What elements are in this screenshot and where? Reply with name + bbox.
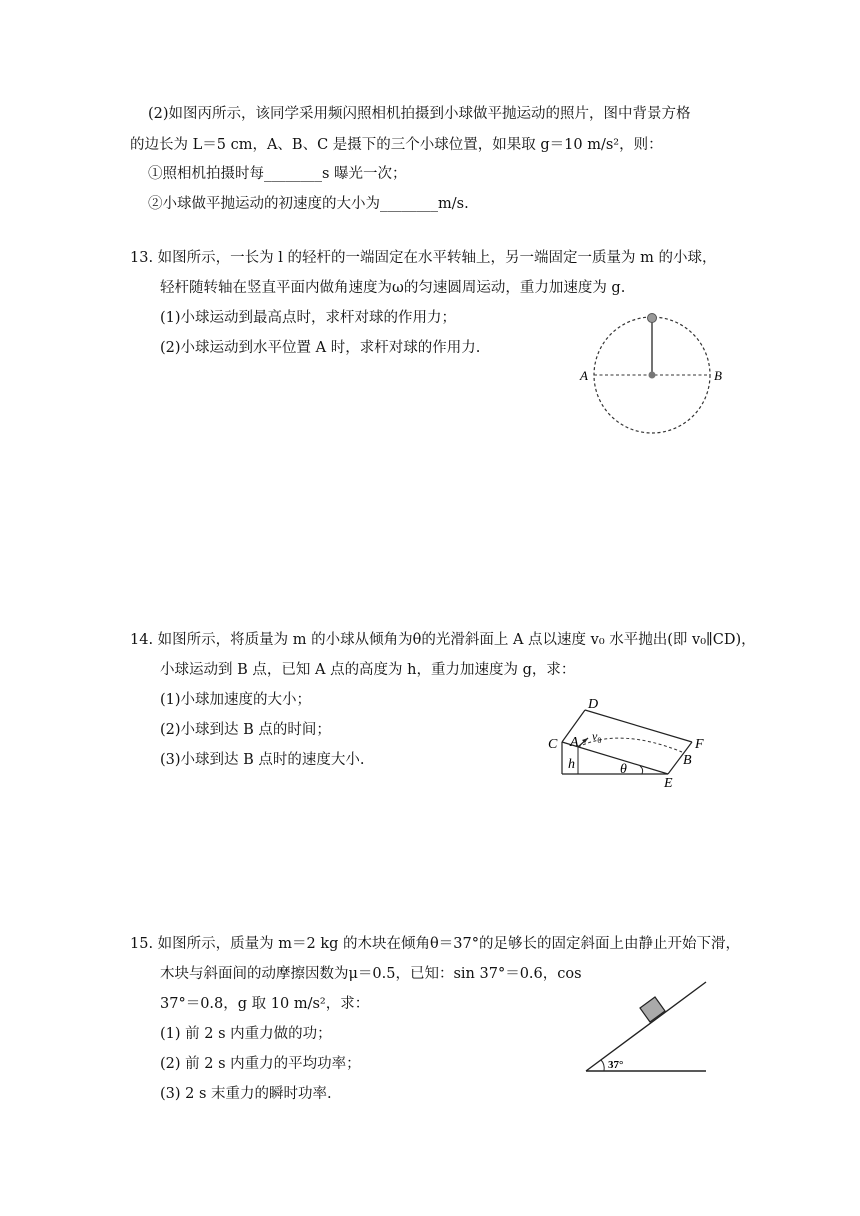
q15-part1: (1) 前 2 s 内重力做的功； bbox=[160, 1026, 332, 1042]
q15-line1: 15. 如图所示，质量为 m＝2 kg 的木块在倾角θ＝37°的足够长的固定斜面上由静止开始下滑， bbox=[130, 936, 740, 952]
q13-ball bbox=[648, 314, 657, 323]
q14-label-B: B bbox=[683, 753, 692, 768]
q15-part3: (3) 2 s 末重力的瞬时功率. bbox=[160, 1086, 332, 1102]
q15-angle-label: 37° bbox=[608, 1059, 624, 1071]
q14-part3: (3)小球到达 B 点时的速度大小. bbox=[160, 752, 365, 768]
q13-label-A: A bbox=[580, 368, 588, 383]
q14-label-h: h bbox=[568, 757, 575, 772]
q13-line1: 13. 如图所示，一长为 l 的轻杆的一端固定在水平转轴上，另一端固定一质量为 m 的小球， bbox=[130, 250, 717, 266]
q14-part2: (2)小球到达 B 点的时间； bbox=[160, 722, 331, 738]
q12-part2-sub2: ②小球做平抛运动的初速度的大小为________m/s. bbox=[148, 196, 469, 212]
q14-label-D: D bbox=[588, 697, 599, 712]
q14-part1: (1)小球加速度的大小； bbox=[160, 692, 312, 708]
q14-label-F: F bbox=[695, 737, 704, 752]
q14-line1: 14. 如图所示，将质量为 m 的小球从倾角为θ的光滑斜面上 A 点以速度 v₀ 水平抛出(即 v₀∥CD)， bbox=[130, 632, 756, 648]
q15-part2: (2) 前 2 s 内重力的平均功率； bbox=[160, 1056, 361, 1072]
q14-line2: 小球运动到 B 点，已知 A 点的高度为 h，重力加速度为 g，求： bbox=[160, 662, 576, 678]
q13-pivot bbox=[649, 372, 656, 379]
q15-line3: 37°＝0.8，g 取 10 m/s²，求： bbox=[160, 996, 370, 1012]
q13-line2: 轻杆随转轴在竖直平面内做角速度为ω的匀速圆周运动，重力加速度为 g. bbox=[160, 280, 626, 296]
q13-circle-figure bbox=[570, 310, 740, 440]
q12-part2-sub1: ①照相机拍摄时每________s 曝光一次； bbox=[148, 166, 407, 182]
q13-label-B: B bbox=[714, 368, 722, 383]
q14-label-A: A bbox=[570, 735, 579, 750]
q15-incline-figure bbox=[580, 978, 720, 1078]
q14-label-C: C bbox=[548, 737, 558, 752]
q14-label-v0: $v_0$ bbox=[592, 729, 602, 745]
q12-part2-line2: 的边长为 L＝5 cm，A、B、C 是摄下的三个小球位置，如果取 g＝10 m/s²，则： bbox=[130, 137, 663, 153]
q14-incline-figure bbox=[540, 692, 720, 792]
q14-label-theta: θ bbox=[620, 762, 627, 777]
q12-part2-line1: (2)如图丙所示，该同学采用频闪照相机拍摄到小球做平抛运动的照片，图中背景方格 bbox=[148, 106, 691, 122]
q15-line2: 木块与斜面间的动摩擦因数为μ＝0.5，已知：sin 37°＝0.6，cos bbox=[160, 966, 582, 982]
q15-block bbox=[640, 997, 665, 1022]
q13-part2: (2)小球运动到水平位置 A 时，求杆对球的作用力. bbox=[160, 340, 481, 356]
q14-label-E: E bbox=[664, 776, 673, 791]
q13-part1: (1)小球运动到最高点时，求杆对球的作用力； bbox=[160, 310, 457, 326]
